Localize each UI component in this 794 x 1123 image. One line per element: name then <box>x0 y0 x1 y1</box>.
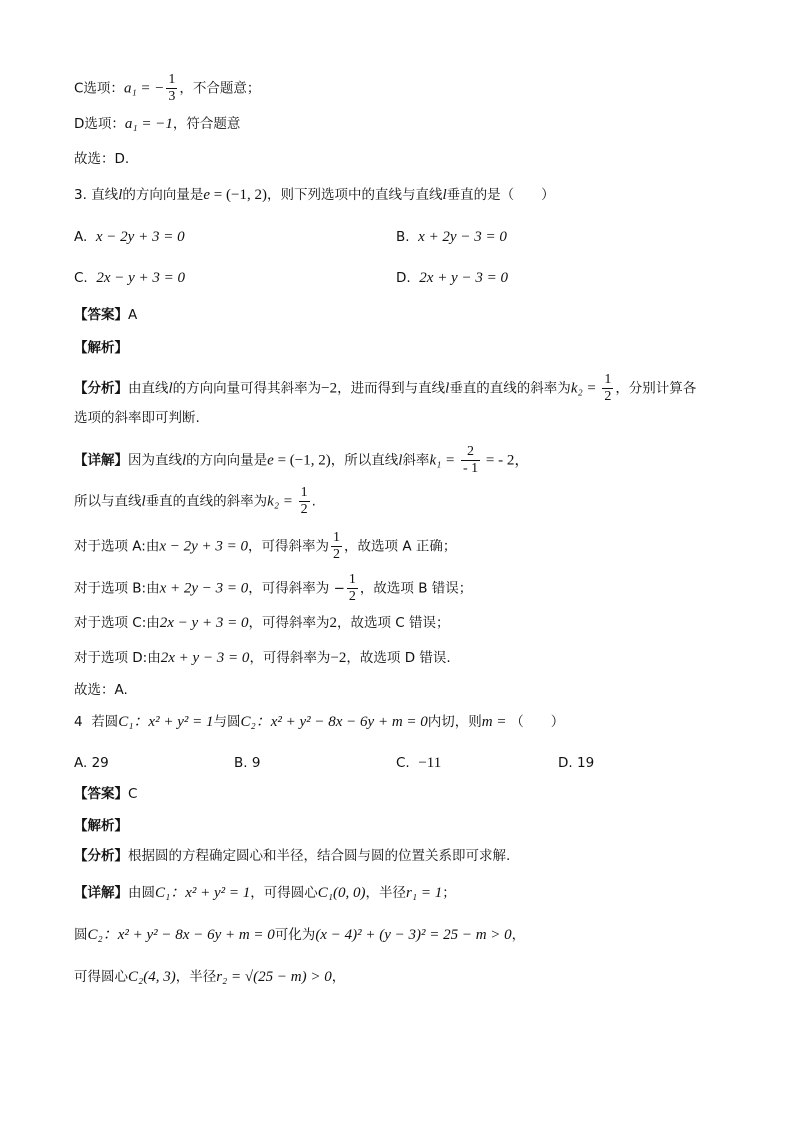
fraction: $\frac{1}{2}$ <box>348 572 356 604</box>
q3-choose: 故选：A. <box>74 682 128 698</box>
q3-xiangjie-2: 所以与直线l垂直的直线的斜率为k₂ = $\frac{1}{2}$ . <box>74 485 316 517</box>
text: ，不合题意； <box>179 80 261 97</box>
var: l <box>118 187 123 203</box>
q3-fenxi: 【分析】由直线l的方向向量可得其斜率为−2，进而得到与直线l垂直的直线的斜率为k₂ = $\frac{1}{2}$ ，分别计算各 <box>74 372 697 404</box>
label: D选项： <box>74 116 125 132</box>
fraction: $\frac{1}{2}$ <box>604 372 612 404</box>
q-number: 3. <box>74 187 87 203</box>
q3-fenxi-cont: 选项的斜率即可判断. <box>74 410 200 426</box>
text: 垂直的是（ ） <box>446 187 555 203</box>
q3-check-a: 对于选项 A:由x − 2y + 3 = 0，可得斜率为 $\frac{1}{2}$ ，故选项 A 正确； <box>74 530 457 562</box>
text: 的方向向量是 <box>122 187 204 203</box>
text: ，则下列选项中的直线与直线 <box>266 187 443 203</box>
text: ，符合题意 <box>172 116 241 132</box>
q4-answer: 【答案】C <box>74 786 138 802</box>
q3-check-b: 对于选项 B:由x + 2y − 3 = 0，可得斜率为 − $\frac{1}{2}$ ，故选项 B 错误； <box>74 572 473 604</box>
text: 直线 <box>91 187 119 203</box>
d-option-line <box>74 114 240 134</box>
q4-jiexi: 【解析】 <box>74 818 128 834</box>
fraction: $\frac{1}{3}$ <box>168 72 176 104</box>
q4-xiangjie-3: 可得圆心C₂(4, 3)，半径r₂ = √(25 − m) > 0， <box>74 969 346 985</box>
var: l <box>442 187 447 203</box>
q3-jiexi: 【解析】 <box>74 340 128 356</box>
c-option-line <box>74 72 260 105</box>
q4-option-b: B. 9 <box>234 755 261 771</box>
q3-option-b: B. x + 2y − 3 = 0 <box>396 229 507 245</box>
q4-fenxi: 【分析】根据圆的方程确定圆心和半径，结合圆与圆的位置关系即可求解. <box>74 848 511 864</box>
q4-xiangjie-2: 圆C₂：x² + y² − 8x − 6y + m = 0可化为(x − 4)² + (y − 3)² = 25 − m > 0， <box>74 927 526 943</box>
vector: e <box>203 187 211 203</box>
q3-xiangjie: 【详解】因为直线l的方向向量是e = (−1, 2)，所以直线l斜率k₁ = $\frac{2}{- 1}$ = - 2， <box>74 444 530 476</box>
math: a₁ = −1 <box>124 116 173 132</box>
q3-option-a: A. x − 2y + 3 = 0 <box>74 229 185 245</box>
q4-option-d: D. 19 <box>558 755 595 771</box>
question-4: 4 若圆C₁：x² + y² = 1与圆C₂：x² + y² − 8x − 6y + m = 0内切，则m = （ ） <box>74 714 565 730</box>
math: = (−1, 2) <box>210 187 267 203</box>
q3-check-c: 对于选项 C:由2x − y + 3 = 0，可得斜率为2，故选项 C 错误； <box>74 615 450 631</box>
q3-check-d: 对于选项 D:由2x + y − 3 = 0，可得斜率为−2，故选项 D 错误. <box>74 650 451 666</box>
q3-answer: 【答案】A <box>74 307 138 323</box>
q4-xiangjie: 【详解】由圆C₁：x² + y² = 1，可得圆心C₁(0, 0)，半径r₁ = 1； <box>74 885 456 901</box>
fraction: $\frac{1}{2}$ <box>333 530 341 562</box>
math: a₁ = − <box>123 80 165 97</box>
fraction: $\frac{2}{- 1}$ <box>462 444 479 476</box>
q4-option-c: C. −11 <box>396 755 442 771</box>
q3-option-c: C. 2x − y + 3 = 0 <box>74 270 185 286</box>
q4-option-a: A. 29 <box>74 755 109 771</box>
q3-option-d: D. 2x + y − 3 = 0 <box>396 270 508 286</box>
fraction: $\frac{1}{2}$ <box>300 485 308 517</box>
choose-d: 故选：D. <box>74 151 130 167</box>
label: C选项： <box>74 80 124 97</box>
question-3 <box>74 185 555 205</box>
